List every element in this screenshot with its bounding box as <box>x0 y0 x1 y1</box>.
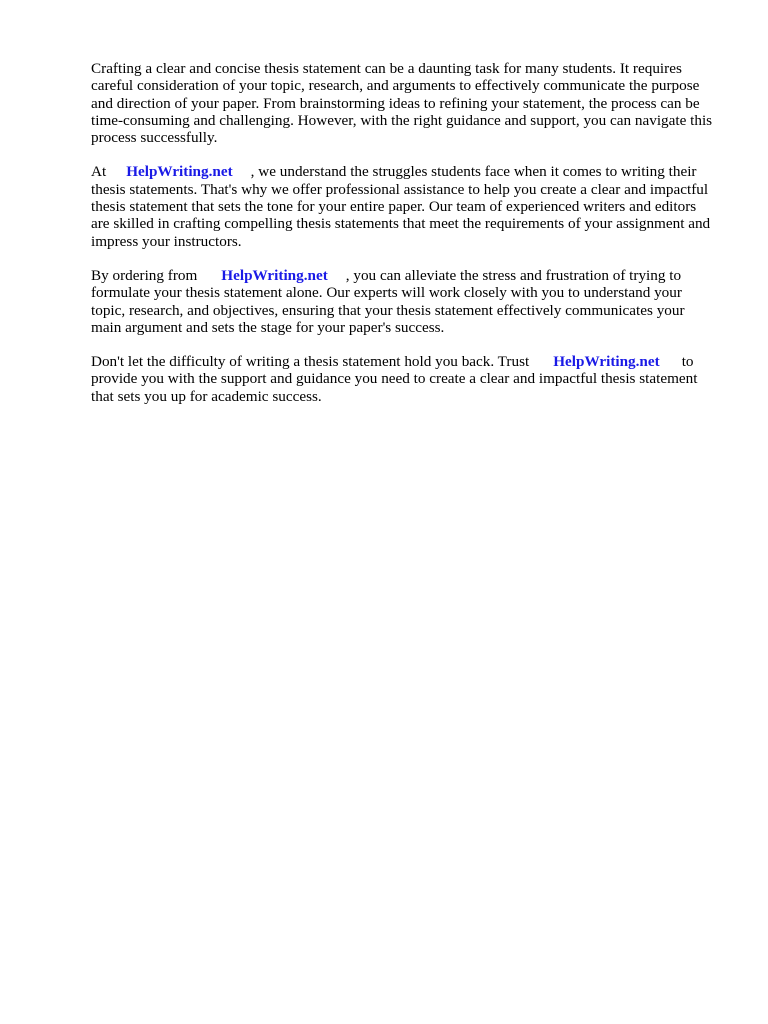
helpwriting-link[interactable]: HelpWriting.net <box>221 266 328 284</box>
closing-lead-text: Don't let the difficulty of writing a thesis statement hold you back. Trust <box>91 353 530 371</box>
intro-text: Crafting a clear and concise thesis statement can be a daunting task for many students. It requires careful consideration of your topic, research, and arguments to effectively communicate the purpose and direction of your paper. From brainstorming ideas to refining your statement, the process can be time-consuming and challenging. However, with the right guidance and support, you can navigate this process successfully. <box>91 60 713 147</box>
ordering-paragraph <box>91 267 716 336</box>
closing-body-text: to provide you with the support and guidance you need to create a clear and impactful thesis statement that sets you up for academic success. <box>91 353 698 405</box>
helpwriting-link[interactable]: HelpWriting.net <box>553 353 660 371</box>
intro-paragraph <box>91 60 716 146</box>
service-body-text: , we understand the struggles students face when it comes to writing their thesis statements. That's why we offer professional assistance to help you create a clear and impactful thesis statement that sets the tone for your entire paper. Our team of experienced writers and editors are skilled in crafting compelling thesis statements that meet the requirements of your assignment and impress your instructors. <box>91 163 711 250</box>
document-page <box>91 60 716 422</box>
service-paragraph <box>91 163 716 249</box>
service-lead-text: At <box>91 163 107 181</box>
ordering-lead-text: By ordering from <box>91 266 198 284</box>
closing-paragraph <box>91 353 716 405</box>
helpwriting-link[interactable]: HelpWriting.net <box>126 163 233 181</box>
ordering-body-text: , you can alleviate the stress and frustration of trying to formulate your thesis statement alone. Our experts will work closely with you to understand your topic, research, and objectives, ensuring that your thesis statement effectively communicates your main argument and sets the stage for your paper's success. <box>91 266 685 336</box>
